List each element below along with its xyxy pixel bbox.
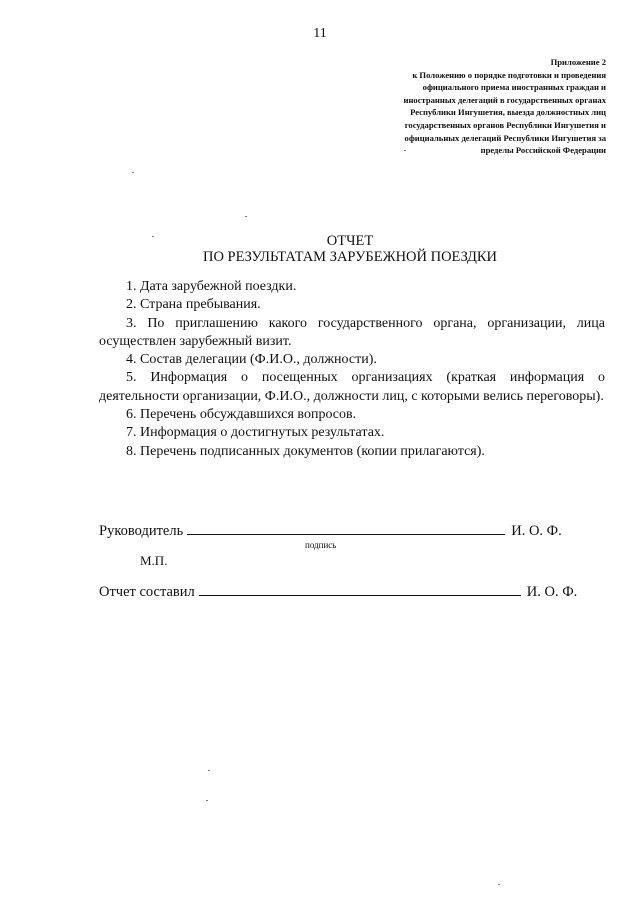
appendix-line: Республики Ингушетия, выезда должностных лиц: [410, 107, 606, 118]
scan-speck: [206, 800, 208, 801]
appendix-line: официального приема иностранных граждан и: [422, 82, 606, 93]
head-name: И. О. Ф.: [511, 523, 562, 539]
compiler-signature-line: [199, 581, 521, 596]
list-item: 3. По приглашению какого государственного органа, организации, лица осуществлен зарубежный визит.: [99, 315, 605, 349]
head-label: Руководитель: [99, 523, 184, 539]
list-item: 5. Информация о посещенных организациях (краткая информация о деятельности организации, Ф.И.О., должности лиц, с которыми велись переговоры).: [99, 370, 605, 404]
list-item: 6. Перечень обсуждавшихся вопросов.: [126, 407, 357, 423]
report-items-list: [99, 278, 605, 461]
scan-speck: [208, 770, 210, 771]
scan-speck: [404, 150, 406, 151]
stamp-placeholder: М.П.: [140, 553, 168, 568]
appendix-line: пределы Российской Федерации: [480, 145, 606, 156]
list-item: 8. Перечень подписанных документов (копии прилагаются).: [126, 443, 485, 459]
document-title: [0, 233, 640, 265]
scan-speck: [132, 172, 134, 173]
appendix-line: к Положению о порядке подготовки и проведения: [412, 69, 606, 80]
appendix-line: иностранных делегаций в государственных органах: [403, 94, 606, 105]
scan-speck: [152, 236, 154, 237]
scan-speck: [498, 884, 500, 885]
list-item: 2. Страна пребывания.: [126, 297, 261, 313]
scan-speck: [245, 216, 247, 217]
compiler-name: И. О. Ф.: [526, 584, 578, 600]
title-line-1: ОТЧЕТ: [326, 233, 374, 249]
head-signature-row: [99, 520, 562, 540]
compiler-signature-row: [99, 581, 577, 601]
list-item: 4. Состав делегации (Ф.И.О., должности).: [126, 352, 377, 368]
appendix-header: [346, 56, 606, 157]
page-number: 11: [313, 26, 327, 41]
signature-caption: подпись: [305, 540, 337, 550]
head-signature-line: [187, 520, 505, 535]
appendix-line: официальных делегаций Республики Ингушетия за: [404, 132, 606, 143]
list-item: 7. Информация о достигнутых результатах.: [126, 425, 385, 441]
appendix-line: Приложение 2: [550, 57, 606, 67]
title-line-2: ПО РЕЗУЛЬТАТАМ ЗАРУБЕЖНОЙ ПОЕЗДКИ: [202, 249, 498, 265]
compiler-label: Отчет составил: [99, 584, 195, 600]
list-item: 1. Дата зарубежной поездки.: [126, 279, 297, 294]
appendix-line: государственных органов Республики Ингушетия и: [404, 119, 606, 130]
